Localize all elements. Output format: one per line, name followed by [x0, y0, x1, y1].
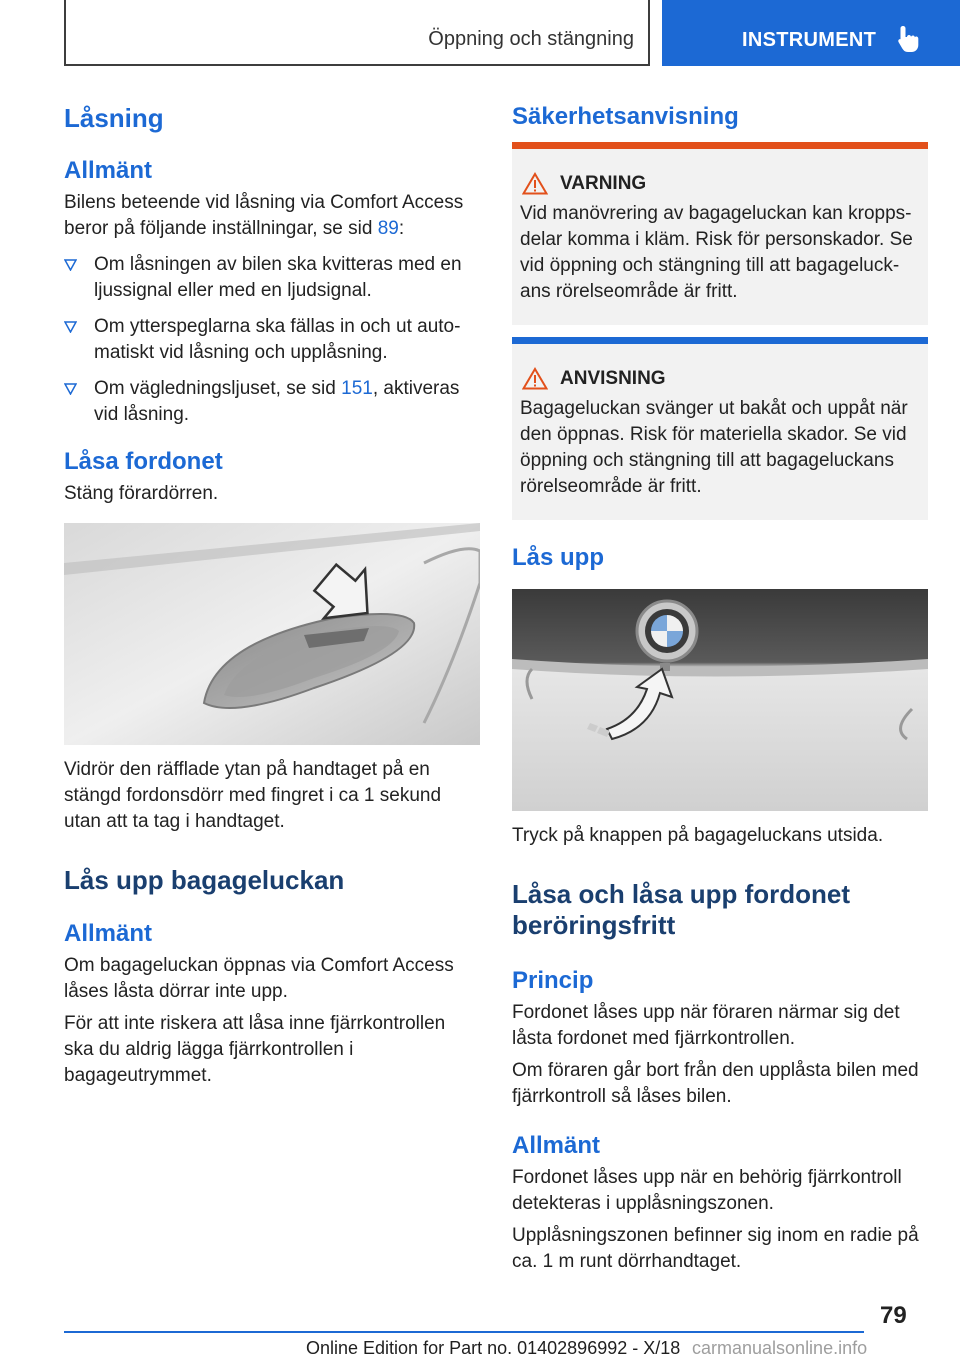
page-ref-link[interactable]: 89: [377, 217, 399, 239]
section-title: Öppning och stängning: [428, 28, 634, 50]
intro-text: Bilens beteende vid låsning via Comfort Access beror på följande inställningar, se sid: [64, 191, 464, 239]
bagage-p1: Om bagageluckan öppnas via Comfort Access låses låsta dörrar inte upp.: [64, 954, 454, 1002]
edition-text: Online Edition for Part no. 01402896992 - X/18: [306, 1338, 681, 1358]
list-item-text: Om vägledningsljuset, se sid: [94, 377, 342, 399]
heading-allmant-right: Allmänt: [512, 1131, 601, 1159]
trunk-button-caption: Tryck på knappen på bagageluckans utsida.: [512, 824, 884, 846]
heading-princip: Princip: [512, 966, 594, 994]
heading-allmant: Allmänt: [64, 157, 153, 185]
notice-title: [520, 366, 918, 392]
left-column: [64, 100, 480, 1089]
warning-title-text: VARNING: [560, 172, 647, 194]
triangle-bullet-icon: [64, 259, 77, 271]
list-item-text-end: , aktiveras vid låsning.: [94, 377, 460, 425]
intro-paragraph: [64, 190, 480, 242]
notice-text: Bagageluckan svänger ut bakåt och uppåt när den öppnas. Risk för materiella skador. Se vid öppning och stängning till att bagageluckans rörelseområde är fritt.: [520, 397, 908, 497]
heading-sakerhetsanvisning: Säkerhetsanvisning: [512, 103, 739, 130]
heading-allmant-bagage: Allmänt: [64, 919, 153, 947]
list-item: [64, 314, 480, 366]
notice-title-text: ANVISNING: [560, 367, 666, 389]
heading-las-upp: Lås upp: [512, 543, 605, 571]
lasa-fordonet-text: Stäng förardörren.: [64, 482, 219, 504]
door-handle-caption: Vidrör den räfflade ytan på handtaget på en stängd fordonsdörr med fingret i ca 1 sekund utan att ta tag i handtaget.: [64, 758, 442, 832]
heading-lasa-fordonet: Låsa fordonet: [64, 447, 223, 475]
allmant-p1: Fordonet låses upp när en behörig fjärrkontroll detekteras i upplåsningszonen.: [512, 1166, 902, 1214]
warning-box: [512, 142, 928, 325]
allmant-p2: Upplåsningszonen befinner sig inom en radie på ca. 1 m runt dörrhandtaget.: [512, 1224, 919, 1272]
page-number: 79: [880, 1302, 907, 1329]
chapter-label: INSTRUMENT: [742, 29, 877, 51]
right-column: [512, 100, 928, 1275]
heading-touchless: Låsa och låsa upp fordonet beröringsfritt: [512, 878, 851, 940]
bagage-p2: För att inte riskera att låsa inne fjärrkontrollen ska du aldrig lägga fjärrkontrollen i bagageutrymmet.: [64, 1012, 446, 1086]
notice-box: [512, 337, 928, 520]
header-section-box: [64, 0, 650, 66]
list-item: [64, 252, 480, 304]
warning-title: [520, 171, 918, 197]
list-item-text: Om ytterspeglarna ska fällas in och ut auto-matiskt vid låsning och upplåsning.: [94, 315, 461, 363]
notice-triangle-icon: [522, 367, 548, 390]
intro-colon: :: [398, 217, 405, 239]
princip-p1: Fordonet låses upp när föraren närmar sig det låsta fordonet med fjärrkontrollen.: [512, 1001, 900, 1049]
warning-text: Vid manövrering av bagageluckan kan kropps-delar komma i kläm. Risk för personskador. Se vid öppning och stängning till att bagageluck-ans rörelseområde är fritt.: [520, 202, 913, 302]
pointing-hand-icon: [896, 24, 922, 54]
settings-list: [64, 252, 480, 428]
footer-divider: [64, 1331, 864, 1333]
princip-p2: Om föraren går bort från den upplåsta bilen med fjärrkontroll så låses bilen.: [512, 1059, 919, 1107]
door-handle-photo: [64, 523, 480, 745]
heading-las-upp-bagageluckan: Lås upp bagageluckan: [64, 864, 345, 895]
triangle-bullet-icon: [64, 321, 77, 333]
triangle-bullet-icon: [64, 383, 77, 395]
trunk-button-photo: [512, 589, 928, 811]
list-item-text: Om låsningen av bilen ska kvitteras med en ljussignal eller med en ljudsignal.: [94, 253, 462, 301]
page-ref-link[interactable]: 151: [341, 377, 373, 399]
watermark-text: carmanualsonline.info: [692, 1338, 868, 1358]
warning-triangle-icon: [522, 172, 548, 195]
heading-lasning: Låsning: [64, 103, 164, 133]
list-item: [64, 376, 480, 428]
chapter-tab[interactable]: [662, 0, 960, 66]
